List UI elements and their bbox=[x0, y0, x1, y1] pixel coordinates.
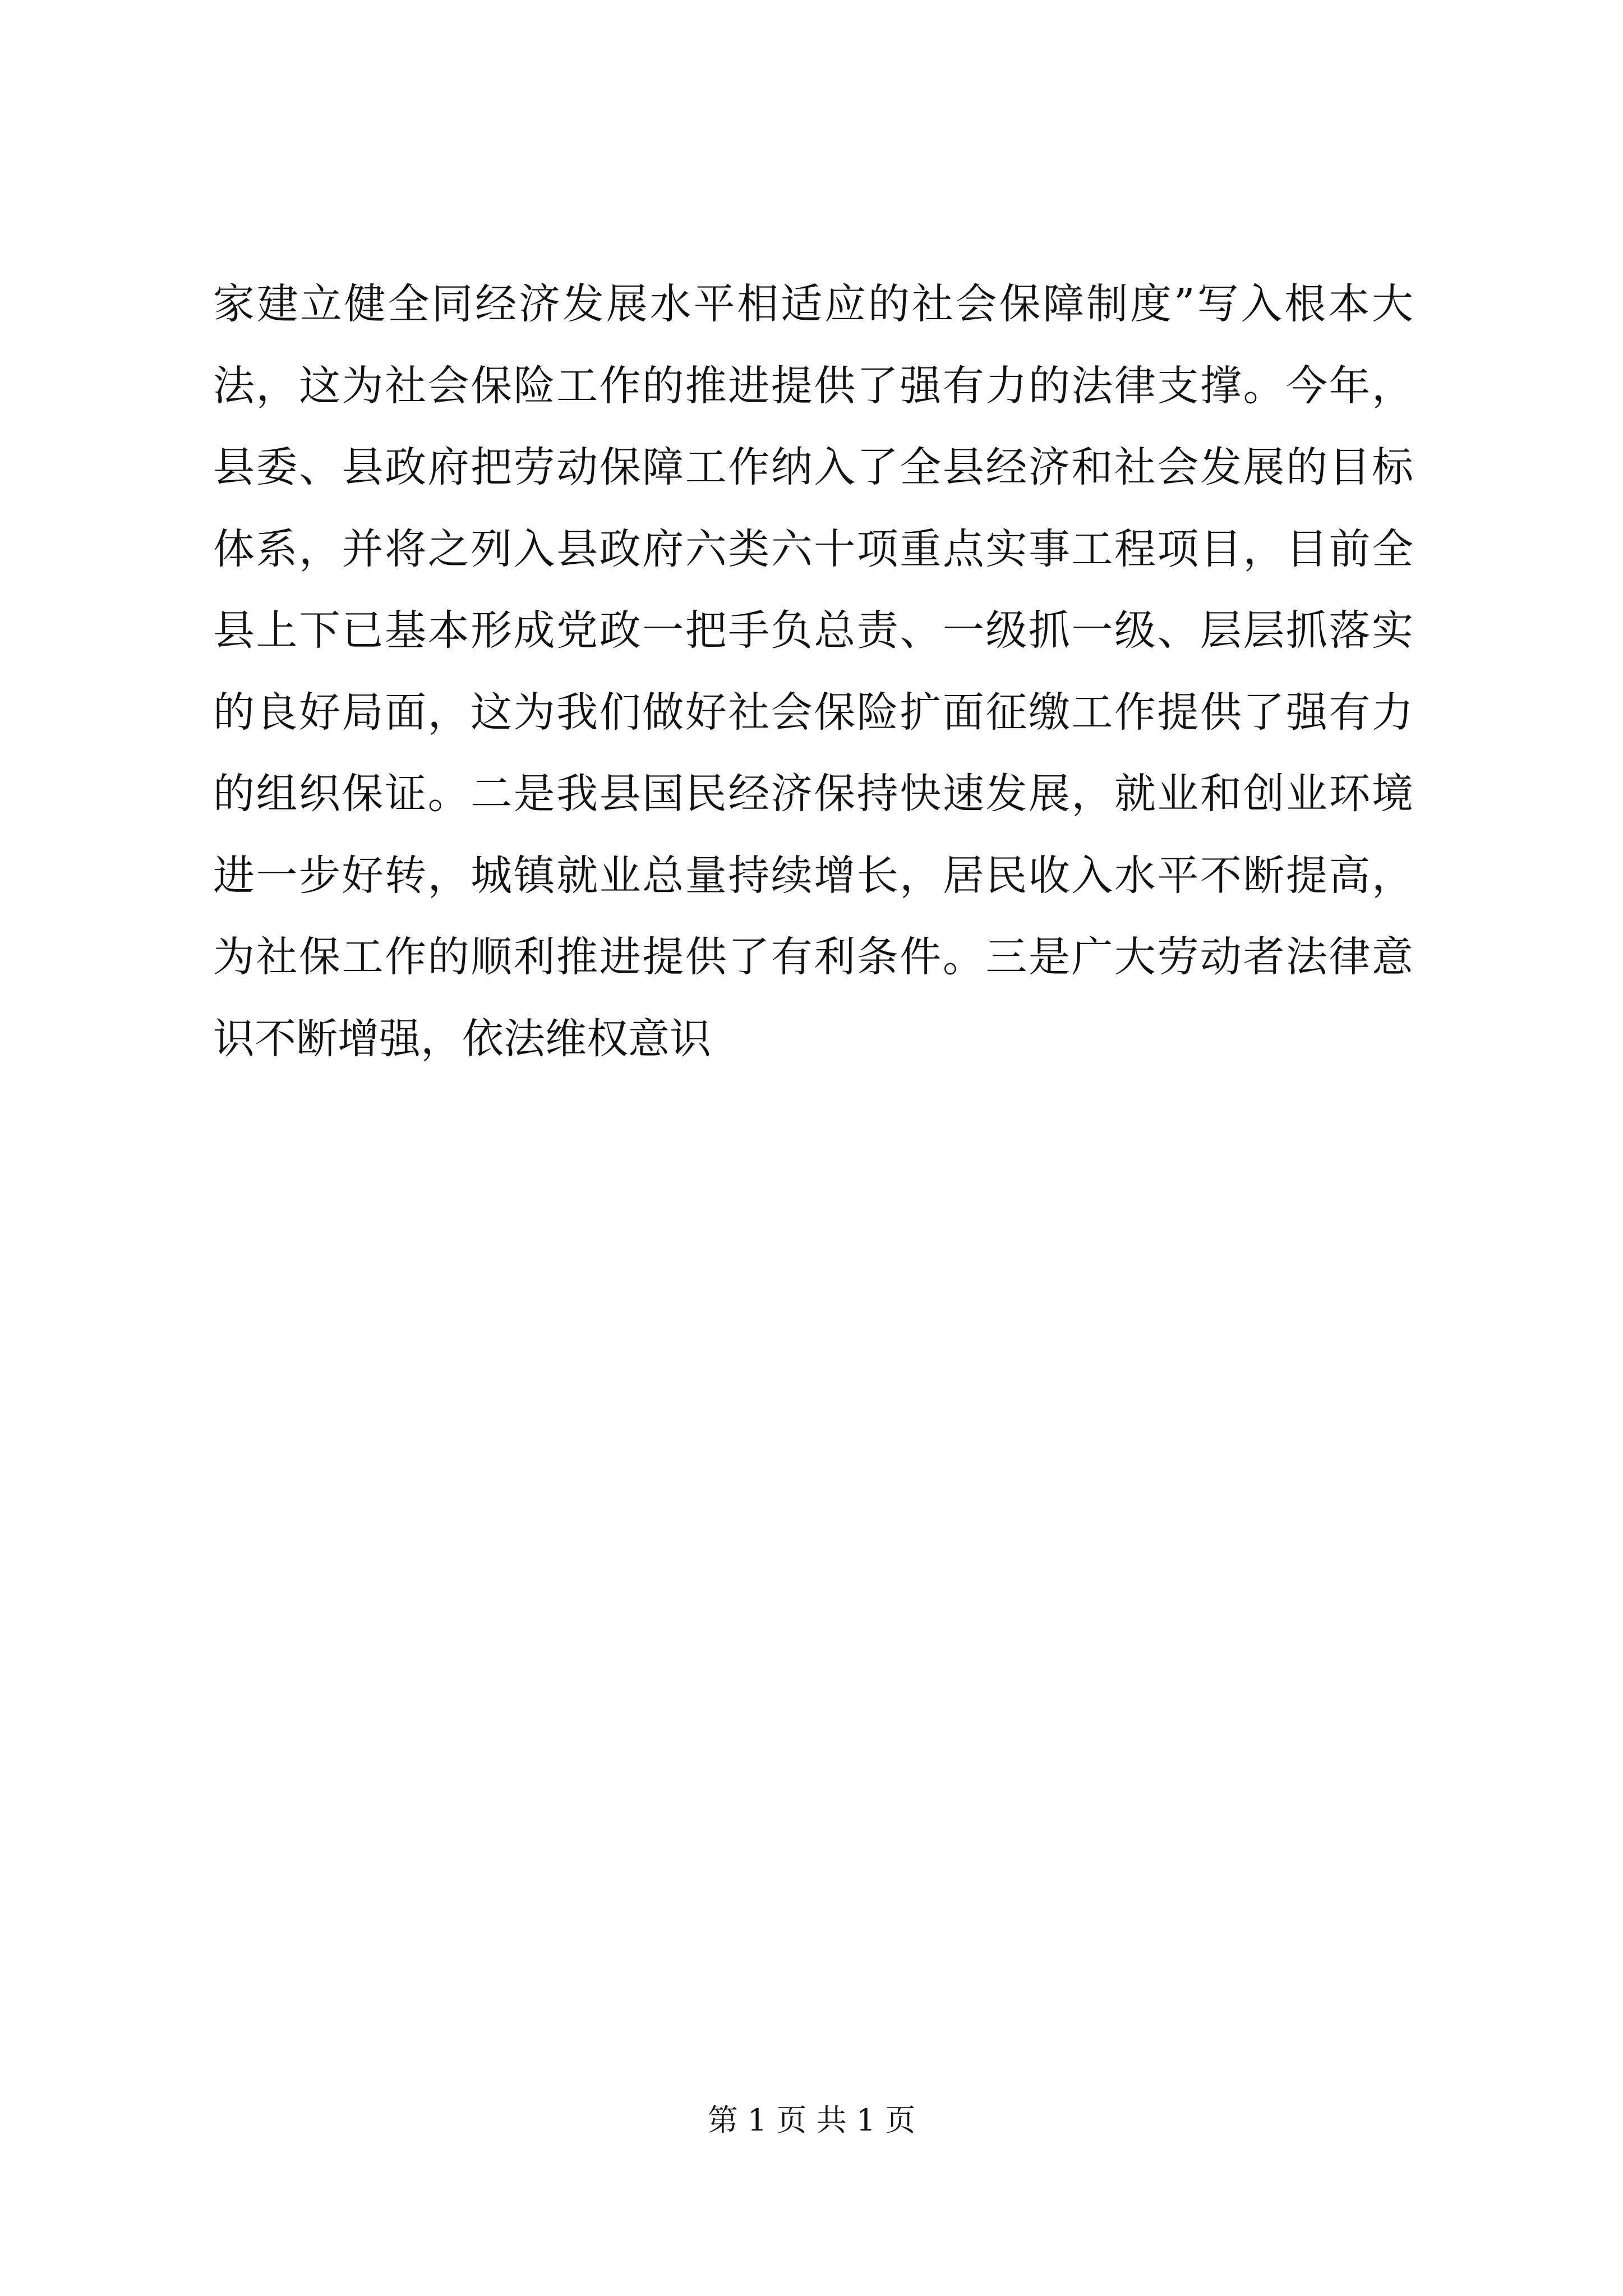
text-line: 为社保工作的顺利推进提供了有利条件。三是广大劳动者法律意 bbox=[213, 933, 1413, 981]
text-line: 的组织保证。二是我县国民经济保持快速发展，就业和创业环境 bbox=[213, 770, 1413, 818]
text-line: 家建立健全同经济发展水平相适应的社会保障制度”写入根本大 bbox=[213, 280, 1413, 328]
page-footer bbox=[0, 2101, 1623, 2140]
text-line: 县上下已基本形成党政一把手负总责、一级抓一级、层层抓落实 bbox=[213, 606, 1413, 655]
text-line: 县委、县政府把劳动保障工作纳入了全县经济和社会发展的目标 bbox=[213, 443, 1413, 491]
text-line: 的良好局面，这为我们做好社会保险扩面征缴工作提供了强有力 bbox=[213, 688, 1413, 737]
text-line: 法，这为社会保险工作的推进提供了强有力的法律支撑。今年， bbox=[213, 361, 1413, 410]
text-line: 体系，并将之列入县政府六类六十项重点实事工程项目，目前全 bbox=[213, 524, 1413, 573]
body-paragraph bbox=[213, 264, 1413, 1080]
text-line: 进一步好转，城镇就业总量持续增长，居民收入水平不断提高， bbox=[213, 851, 1413, 900]
page-number-label: 第 1 页 共 1 页 bbox=[707, 2102, 916, 2138]
text-line: 识不断增强，依法维权意识 bbox=[213, 1014, 711, 1063]
